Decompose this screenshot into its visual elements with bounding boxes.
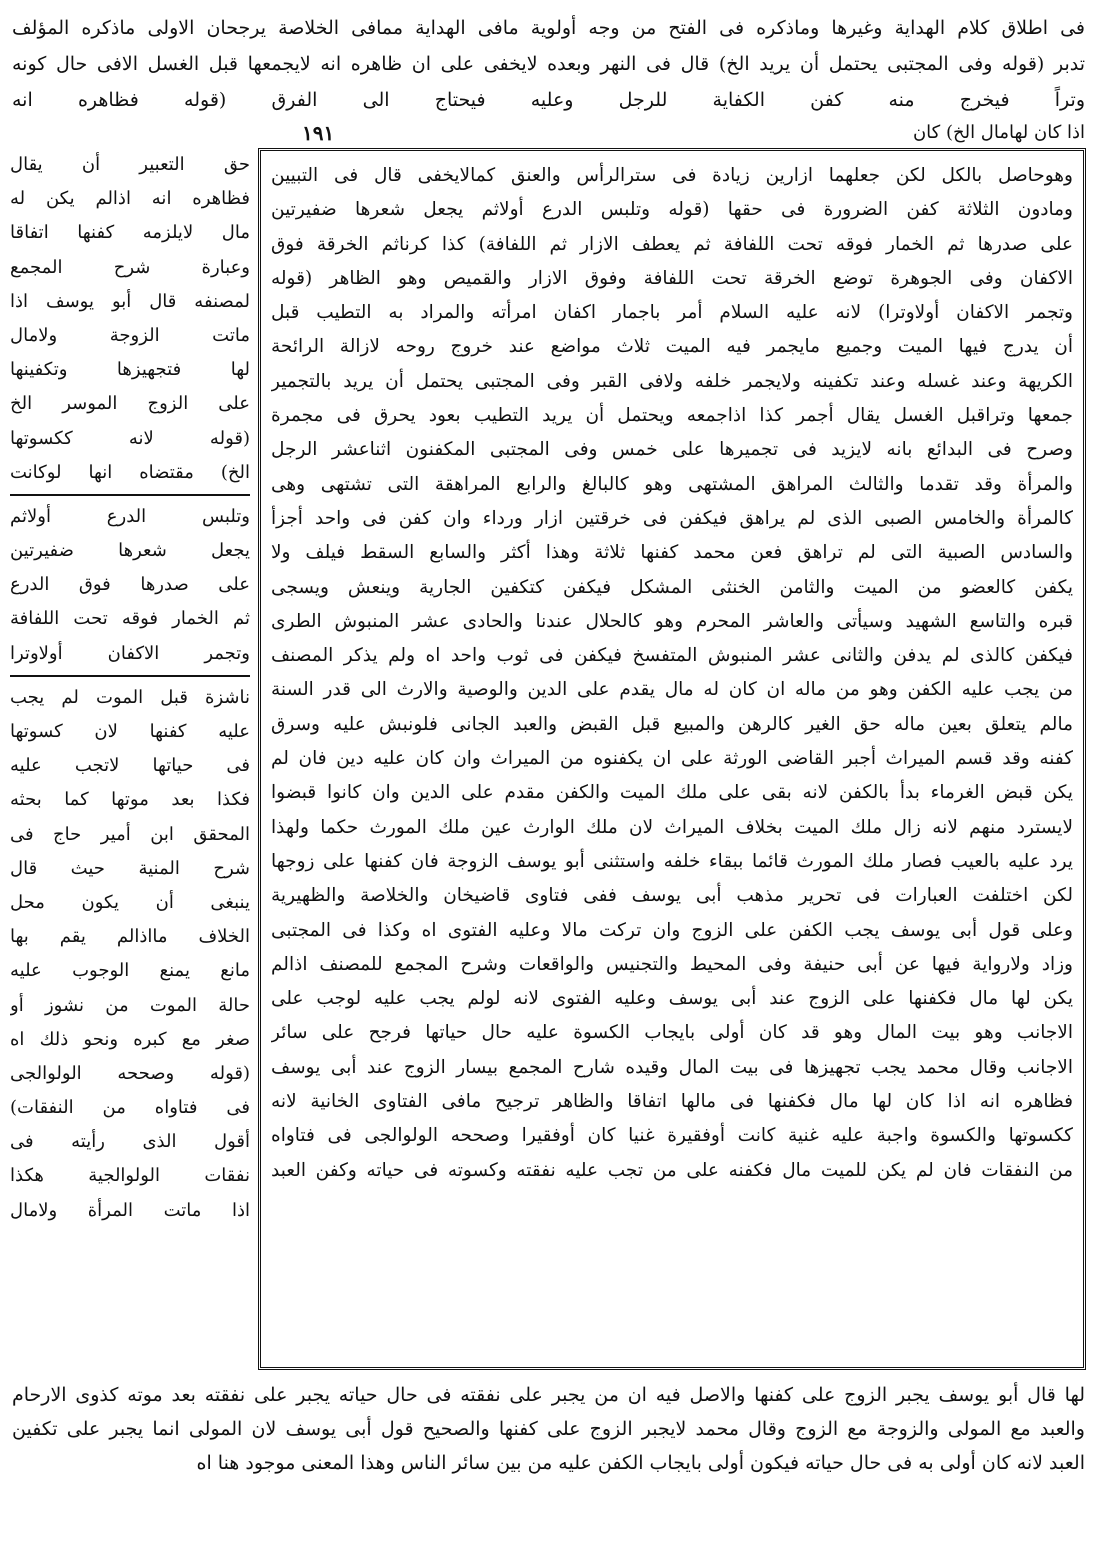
main-text-line: وتجمر الاكفان أولاوترا) لانه عليه السلام أمر باجمار اكفان امرأته والمراد به التطيب قبل xyxy=(271,302,1073,324)
margin-line: ماتت الزوجة ولامال xyxy=(10,324,250,346)
main-text xyxy=(271,159,1073,1188)
main-text-line: الكريهة وعند غسله وعند تكفينه ولايجمر خلفه ولافى القبر وفى المجتبى يحتمل أن يريد بالتجمير xyxy=(271,370,1073,392)
main-text-line: كفنه وقد قسم الميراث أجبر القاضى الورثة على ان يكفنوه من الميراث وان كان عليه دين فان لم xyxy=(271,748,1073,770)
margin-line: الخلاف مااذالم يقم بها xyxy=(10,926,250,948)
margin-line: حق التعبير أن يقال xyxy=(10,154,250,175)
margin-line: فكذا بعد موتها كما بحثه xyxy=(10,789,250,811)
main-text-line: ككسوتها والكسوة واجبة عليه غنية كانت أوفقيرة غنيا كان أوفقيرا وصححه الولوالجى فى فتاواه xyxy=(271,1125,1073,1147)
margin-line: صغر مع كبره ونحو ذلك اه xyxy=(10,1028,250,1050)
margin-line: وعبارة شرح المجمع xyxy=(10,256,250,278)
commentary-line: لها قال أبو يوسف يجبر الزوج على كفنها والاصل فيه ان من يجبر على نفقته فى حال حياته يجبر على نفقته بعد موته كذوى الارحام xyxy=(12,1384,1085,1406)
margin-block xyxy=(10,681,250,1228)
margin-line: لمصنفه قال أبو يوسف اذا xyxy=(10,290,250,312)
margin-divider xyxy=(10,675,250,677)
main-text-line: من النفقات فان لم يكن للميت مال فكفنه على من تجب عليه نفقته وكسوته فى حياته وكفن العبد xyxy=(271,1159,1073,1181)
margin-line: (قوله وصححه الولوالجى xyxy=(10,1062,250,1084)
main-text-line: قبره والتاسع الشهيد وسيأتى والعاشر المحرم وهو كالحلال عندنا والحادى عشر المنبوش الطرى xyxy=(271,610,1073,632)
margin-line: مال لايلزمه كفنها اتفاقا xyxy=(10,222,250,244)
margin-line: (قوله لانه ككسوتها xyxy=(10,427,250,449)
main-text-line: يكن قبض الغرماء بدأ بالكفن لانه بقى على ملك الميت والكفن مقدم على الدين وان كانوا قبضوا xyxy=(271,782,1073,804)
page-number: ١٩١ xyxy=(302,121,335,145)
margin-line: مانع يمنع الوجوب عليه xyxy=(10,960,250,982)
margin-line: فظاهره انه اذالم يكن له xyxy=(10,188,250,210)
main-text-line: يكفن كالعضو من الميت والثامن الخنثى المشكل فيكفن كتكفين الجارية وينعش ويسجى xyxy=(271,576,1073,598)
margin-line: يجعل شعرها ضفيرتين xyxy=(10,540,250,562)
main-text-line: مالم يتعلق بعين ماله حق الغير كالرهن والمبيع قبل القبض والعبد الجانى فلونبش عليه وسرق xyxy=(271,713,1073,735)
main-text-line: الاكفان وفى الجوهرة توضع الخرقة تحت اللفافة وفوق الازار والقميص وهو الظاهر (قوله xyxy=(271,267,1073,289)
main-text-line: وزاد ولارواية فيها عن أبى حنيفة وفى المحيط والتجنيس والواقعات وشرح المجمع للمصنف اذالم xyxy=(271,953,1073,975)
margin-line: فى فتاواه من النفقات) xyxy=(10,1097,250,1119)
main-text-line: وعلى قول أبى يوسف يجب الكفن على الزوج وان تركت مالا وعليه الفتوى اه وكذا فى المجتبى xyxy=(271,919,1073,941)
main-text-line: الاجانب وقال محمد يجب تجهيزها فى بيت المال وقيده شارح المجمع بيسار الزوج عند أبى يوسف xyxy=(271,1056,1073,1078)
main-text-line: كالمرأة والخامس الصبى الذى لم يراهق فيكفن فى خرقتين ازار ورداء وان كفن فى واحد أجزأ xyxy=(271,507,1073,529)
margin-block xyxy=(10,148,250,490)
margin-line: ينبغى أن يكون محل xyxy=(10,891,250,913)
main-text-line: فيكفن كالذى لم يدفن والثانى عشر المنبوش المتفسخ فيكفن فى ثوب واحد اه ولم يذكر المصنف xyxy=(271,645,1073,667)
commentary-line: فى اطلاق كلام الهداية وغيرها وماذكره فى الفتح من وجه أولوية مافى الهداية ممافى الخلاصة يرجحان الاولى ماذكره المؤلف xyxy=(12,17,1085,39)
margin-line: عليه كفنها لان كسوتها xyxy=(10,721,250,742)
main-text-line: يكن لها مال فكفنها على الزوج عند أبى يوسف وعليه الفتوى لانه لولم يجب عليه لوجب على xyxy=(271,988,1073,1010)
main-text-frame xyxy=(258,148,1086,1370)
main-text-line: والمرأة وقد تقدما والثالث المراهق المشتهى وهو كالبالغ والرابع المراهقة التى تشتهى وهى xyxy=(271,473,1073,495)
main-text-line: فظاهره انه اذا كان لها مال فكفنها فى مالها اتفاقا والظاهر ترجيح مافى الفتاوى الخانية لانه xyxy=(271,1091,1073,1113)
page-header xyxy=(12,118,1085,148)
margin-line: حالة الموت من نشوز أو xyxy=(10,994,250,1016)
commentary-line: والعبد مع المولى والزوجة مع الزوج وقال محمد لايجبر الزوج على كفنها والصحيح قول أبى يوسف لان المولى انما يجبر على تكفين xyxy=(12,1418,1085,1440)
main-text-line: لايسترد منهم لانه زال ملك الميت بخلاف الميراث لان ملك الوارث عين ملك المورث حكما ولهذا xyxy=(271,816,1073,838)
margin-line: لها فتجهيزها وتكفينها xyxy=(10,359,250,381)
main-text-line: الاجانب وهو بيت المال وهو قد كان أولى بايجاب الكسوة عليه حال حياتها فرجح على سائر xyxy=(271,1022,1073,1044)
main-text-line: والسادس الصبية التى لم تراهق فعن محمد كفنها ثلاثة وهذا أكثر والسابع السقط فيلف ولا xyxy=(271,542,1073,564)
commentary-line: العبد لانه كان أولى به فى حال حياته فيكون أولى بايجاب الكفن عليه من بين سائر الناس وهذا المعنى موجود هنا اه xyxy=(196,1452,1085,1474)
commentary-line: تدبر (قوله وفى المجتبى يحتمل أن يريد الخ) قال فى النهر وبعده لايخفى على ان ظاهره انه لايجمعها قبل الغسل الافى حال كونه xyxy=(12,53,1085,75)
main-text-line: يرد عليه بالعيب فصار ملك المورث قائما ببقاء خلفه واستثنى أبو يوسف الزوجة فان كفنها على زوجها xyxy=(271,850,1073,872)
main-text-line: وصرح فى البدائع بانه لايزيد فى تجميرها على خمس وفى المجتبى المكفنون اثناعشر الرجل xyxy=(271,439,1073,461)
margin-line: وتجمر الاكفان أولاوترا xyxy=(10,642,250,664)
margin-line: فى حياتها لاتجب عليه xyxy=(10,755,250,777)
margin-line: الخ) مقتضاه انها لوكانت xyxy=(10,461,250,483)
margin-line: شرح المنية حيث قال xyxy=(10,857,250,879)
margin-line: ناشزة قبل الموت لم يجب xyxy=(10,686,250,708)
margin-commentary xyxy=(10,148,250,1228)
margin-line: اذا ماتت المرأة ولامال xyxy=(10,1199,250,1221)
margin-line: وتلبس الدرع أولاثم xyxy=(10,505,250,527)
top-commentary xyxy=(12,10,1085,118)
margin-line: أقول الذى رأيته فى xyxy=(10,1131,250,1153)
margin-header-text: اذا كان لهامال الخ) كان xyxy=(912,122,1085,143)
main-text-line: ومادون الثلاثة كفن الضرورة فى حقها (قوله وتلبس الدرع أولاثم يجعل شعرها ضفيرتين xyxy=(271,199,1073,221)
margin-line: على الزوج الموسر الخ xyxy=(10,393,250,415)
main-text-line: وهوحاصل بالكل لكن جعلهما ازارين زيادة فى سترالرأس والعنق كمالايخفى قال فى التبيين xyxy=(271,165,1073,186)
margin-line: ثم الخمار فوقه تحت اللفافة xyxy=(10,608,250,630)
main-text-line: على صدرها ثم الخمار فوقه تحت اللفافة ثم يعطف الازار ثم اللفافة) كذا كرناثم الخرقة فوق xyxy=(271,233,1073,255)
margin-line: نفقات الولوالجية هكذا xyxy=(10,1165,250,1187)
margin-line: على صدرها فوق الدرع xyxy=(10,574,250,596)
main-text-line: جمعها وتراقبل الغسل يقال أجمر كذا اذاجمعه ويحتمل أن يريد التطيب بعود يحرق فى مجمرة xyxy=(271,405,1073,427)
main-text-line: من يجب عليه الكفن وهو من ماله ان كان له مال يقدم على الدين والوصية والارث الى قدر السنة xyxy=(271,679,1073,701)
margin-divider xyxy=(10,494,250,496)
margin-block xyxy=(10,500,250,671)
main-text-line: لكن اختلفت العبارات فى تحرير مذهب أبى يوسف ففى فتاوى قاضيخان والخلاصة والظهيرية xyxy=(271,885,1073,907)
bottom-commentary xyxy=(12,1378,1085,1480)
main-text-line: أن يدرج فيها الميت وجميع مايجمر فيه الميت ثلاث مواضع عند خروج روحه لازالة الرائحة xyxy=(271,336,1073,358)
commentary-line: وتراً فيخرج منه كفن الكفاية للرجل وعليه فيحتاج الى الفرق (قوله فظاهره انه xyxy=(12,89,1085,111)
margin-line: المحقق ابن أمير حاج فى xyxy=(10,823,250,845)
